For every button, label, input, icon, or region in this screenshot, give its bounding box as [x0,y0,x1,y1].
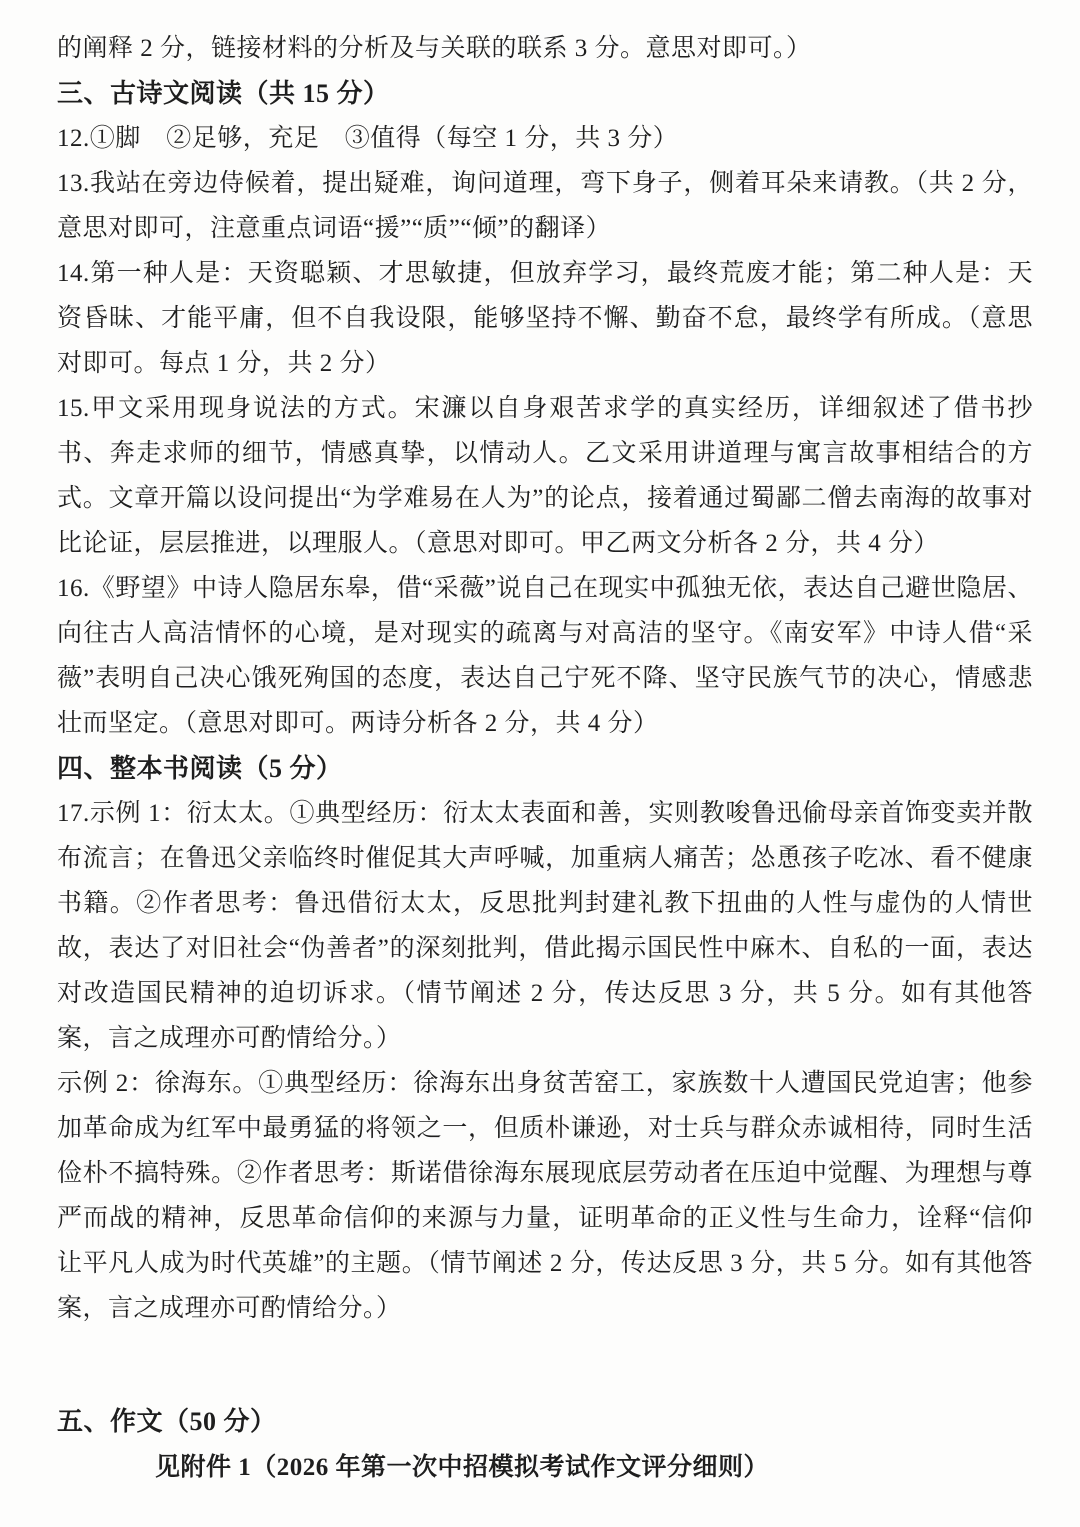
section-heading-essay: 五、作文（50 分） [57,1407,277,1436]
answer-q12: 12.①脚 ②足够，充足 ③值得（每空 1 分，共 3 分） [57,125,679,152]
answer-q17-example-2: 示例 2：徐海东。①典型经历：徐海东出身贫苦窑工，家族数十人遭国民党迫害；他参加革命成为红军中最勇猛的将领之一，但质朴谦逊，对士兵与群众赤诚相待，同时生活俭朴不搞特殊。②作者思考：斯诺借徐海东展现底层劳动者在压迫中觉醒、为理想与尊严而战的精神，反思革命信仰的来源与力量，证明革命的正义性与生命力，诠释“信仰让平凡人成为时代英雄”的主题。（情节阐述 2 分，传达反思 3 分，共 5 分。如有其他答案，言之成理亦可酌情给分。） [57,1070,1033,1322]
section-heading-whole-book-reading: 四、整本书阅读（5 分） [57,754,343,783]
answer-q14: 14.第一种人是：天资聪颖、才思敏捷，但放弃学习，最终荒废才能；第二种人是：天资昏昧、才能平庸，但不自我设限，能够坚持不懈、勤奋不怠，最终学有所成。（意思对即可。每点 1 分，共 2 分） [57,260,1033,377]
section-heading-ancient-poetry-reading: 三、古诗文阅读（共 15 分） [57,79,390,108]
intro-continuation-line: 的阐释 2 分，链接材料的分析及与关联的联系 3 分。意思对即可。） [57,35,812,62]
answer-q17-example-1: 17.示例 1：衍太太。①典型经历：衍太太表面和善，实则教唆鲁迅偷母亲首饰变卖并散布流言；在鲁迅父亲临终时催促其大声呼喊，加重病人痛苦；怂恿孩子吃冰、看不健康书籍。②作者思考：鲁迅借衍太太，反思批判封建礼教下扭曲的人性与虚伪的人情世故，表达了对旧社会“伪善者”的深刻批判，借此揭示国民性中麻木、自私的一面，表达对改造国民精神的迫切诉求。（情节阐述 2 分，传达反思 3 分，共 5 分。如有其他答案，言之成理亦可酌情给分。） [57,800,1033,1052]
attachment-note: 见附件 1（2026 年第一次中招模拟考试作文评分细则） [155,1454,770,1481]
answer-q16: 16.《野望》中诗人隐居东皋，借“采薇”说自己在现实中孤独无依，表达自己避世隐居、向往古人高洁情怀的心境，是对现实的疏离与对高洁的坚守。《南安军》中诗人借“采薇”表明自己决心饿死殉国的态度，表达自己宁死不降、坚守民族气节的决心，情感悲壮而坚定。（意思对即可。两诗分析各 2 分，共 4 分） [57,575,1033,737]
answer-q15: 15.甲文采用现身说法的方式。宋濂以自身艰苦求学的真实经历，详细叙述了借书抄书、奔走求师的细节，情感真挚，以情动人。乙文采用讲道理与寓言故事相结合的方式。文章开篇以设问提出“为学难易在人为”的论点，接着通过蜀鄙二僧去南海的故事对比论证，层层推进，以理服人。（意思对即可。甲乙两文分析各 2 分，共 4 分） [57,395,1033,557]
answer-q13: 13.我站在旁边侍候着，提出疑难，询问道理，弯下身子，侧着耳朵来请教。（共 2 分，意思对即可，注意重点词语“援”“质”“倾”的翻译） [57,170,1033,242]
